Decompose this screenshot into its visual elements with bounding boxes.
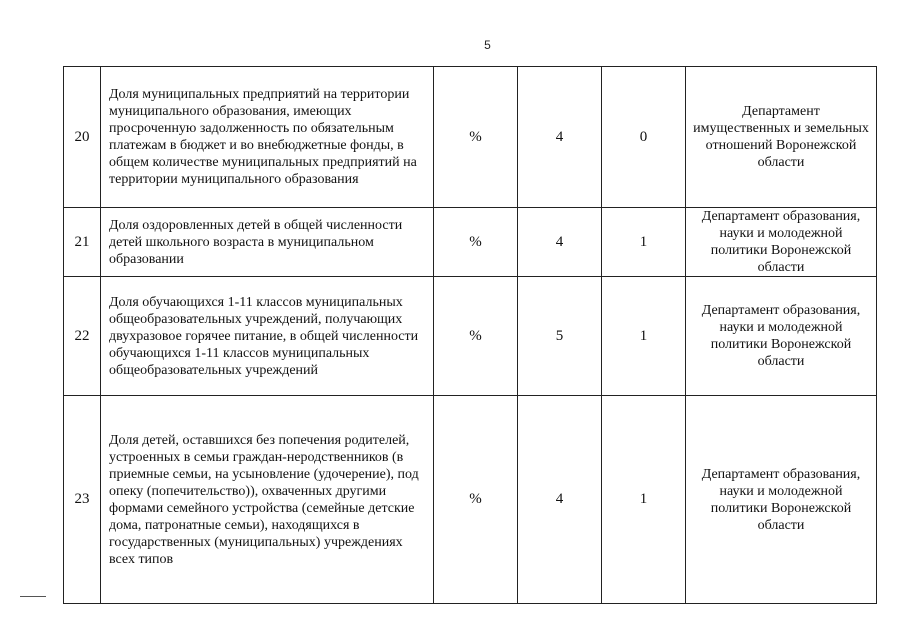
responsible-body: Департамент образования, науки и молодежной политики Воронежской области [686, 277, 877, 396]
indicator-name: Доля оздоровленных детей в общей численности детей школьного возраста в муниципальном образовании [101, 208, 434, 277]
base-value-cell: 4 [518, 396, 602, 604]
indicator-name: Доля детей, оставшихся без попечения родителей, устроенных в семьи граждан-неродственников (в приемные семьи, на усыновление (удочерение), под опеку (попечительство)), охваченных другими формами семейного устройства (семейные детские дома, патронатные семьи), находящихся в государственных (муниципальных) учреждениях всех типов [101, 396, 434, 604]
row-number: 22 [64, 277, 101, 396]
row-number: 21 [64, 208, 101, 277]
base-value-cell: 4 [518, 208, 602, 277]
row-number: 23 [64, 396, 101, 604]
target-value-cell: 0 [602, 67, 686, 208]
row-number: 20 [64, 67, 101, 208]
unit-cell: % [434, 277, 518, 396]
table-row [64, 396, 877, 604]
table-row [64, 277, 877, 396]
responsible-body: Департамент имущественных и земельных отношений Воронежской области [686, 67, 877, 208]
indicator-name: Доля муниципальных предприятий на территории муниципального образования, имеющих просроченную задолженность по обязательным платежам в бюджет и во внебюджетные фонды, в общем количестве муниципальных предприятий на территории муниципального образования [101, 67, 434, 208]
unit-cell: % [434, 67, 518, 208]
unit-cell: % [434, 396, 518, 604]
scan-mark [20, 596, 46, 597]
responsible-body: Департамент образования, науки и молодежной политики Воронежской области [686, 208, 877, 277]
page-number: 5 [484, 38, 491, 52]
target-value-cell: 1 [602, 396, 686, 604]
unit-cell: % [434, 208, 518, 277]
base-value-cell: 5 [518, 277, 602, 396]
base-value-cell: 4 [518, 67, 602, 208]
table-row [64, 67, 877, 208]
indicator-name: Доля обучающихся 1-11 классов муниципальных общеобразовательных учреждений, получающих двухразовое горячее питание, в общей численности обучающихся 1-11 классов муниципальных общеобразовательных учреждений [101, 277, 434, 396]
target-value-cell: 1 [602, 277, 686, 396]
indicators-table [63, 66, 877, 604]
table-row [64, 208, 877, 277]
target-value-cell: 1 [602, 208, 686, 277]
responsible-body: Департамент образования, науки и молодежной политики Воронежской области [686, 396, 877, 604]
